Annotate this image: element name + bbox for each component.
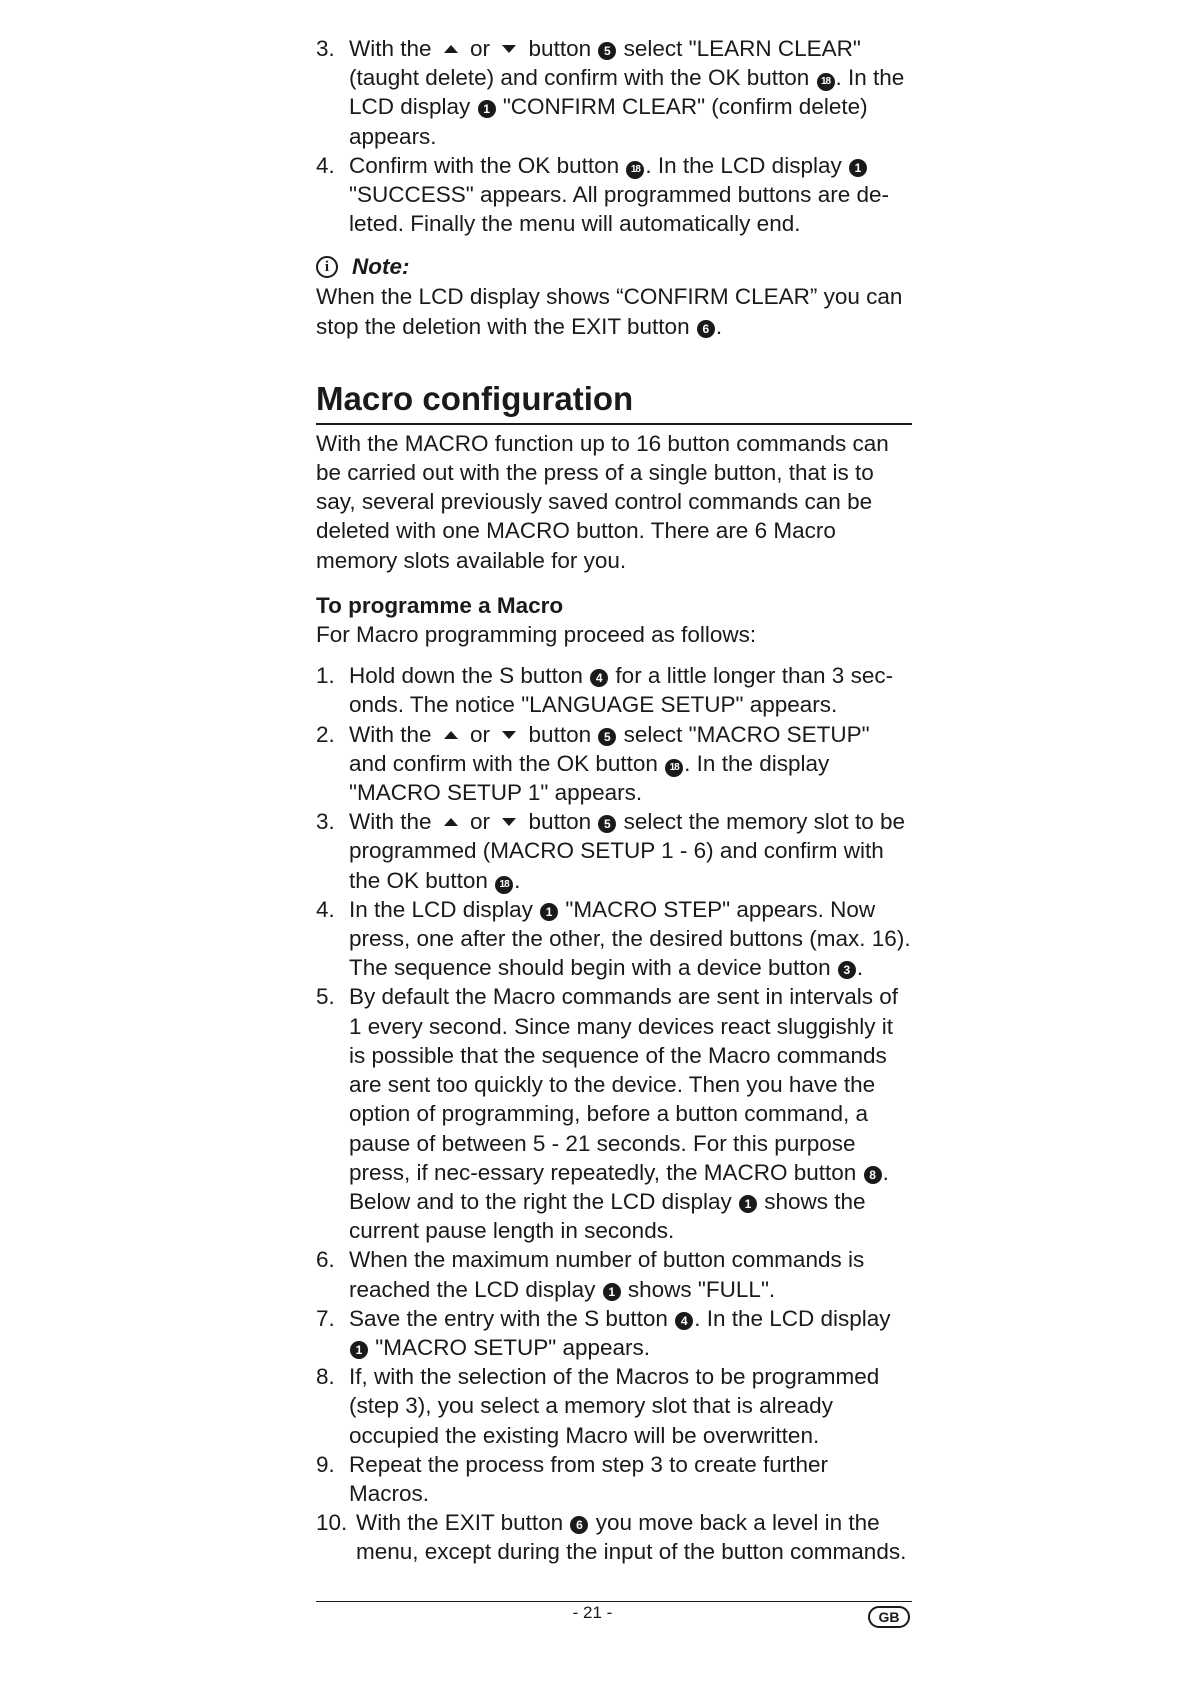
list-item <box>316 151 912 239</box>
button-ref-badge: 1 <box>350 1341 368 1359</box>
step-text: With the <box>349 721 438 747</box>
arrow-down-icon <box>502 731 516 739</box>
lead-text: For Macro programming proceed as follows: <box>316 622 757 648</box>
step-text: "MACRO STEP" appears. Now press, one after the other, the desired buttons (max. 16). The sequence should begin with a device button <box>349 896 911 981</box>
step-text: . In the LCD display <box>694 1305 891 1331</box>
button-ref-badge: 18 <box>495 876 513 894</box>
button-ref-badge: 6 <box>570 1516 588 1534</box>
step-text: button <box>522 721 598 747</box>
arrow-up-icon <box>444 818 458 826</box>
step-text: Repeat the process from step 3 to create further Macros. <box>349 1451 828 1506</box>
step-number: 10. <box>316 1510 348 1536</box>
button-ref-badge: 18 <box>817 73 835 91</box>
page-number: - 21 - <box>572 1603 613 1622</box>
button-ref-badge: 5 <box>598 728 616 746</box>
step-text: "SUCCESS" appears. All programmed buttons are de-leted. Finally the menu will automatically end. <box>349 182 889 237</box>
step-text: . In the LCD display <box>645 152 848 178</box>
step-number: 7. <box>316 1305 335 1331</box>
step-text: In the LCD display <box>349 896 540 922</box>
button-ref-badge: 1 <box>603 1283 621 1301</box>
step-text: or <box>463 721 497 747</box>
step-text: select "MACRO SETUP" and confirm with the OK button <box>349 721 870 776</box>
step-number: 5. <box>316 984 335 1010</box>
step-number: 8. <box>316 1364 335 1390</box>
step-text: "MACRO SETUP" appears. <box>369 1334 651 1360</box>
step-text: When the maximum number of button commands is reached the LCD display <box>349 1247 865 1302</box>
button-ref-badge: 4 <box>590 669 608 687</box>
step-text: Hold down the S button <box>349 663 590 689</box>
button-ref-badge: 18 <box>626 161 644 179</box>
button-ref-badge: 18 <box>665 759 683 777</box>
section-intro: With the MACRO function up to 16 button commands can be carried out with the press of a single button, that is to say, several previously saved control commands can be deleted with one MACRO button. There are 6 Macro memory slots available for you. <box>316 430 889 573</box>
step-text: you move back a level in the menu, except during the input of the button commands. <box>356 1510 907 1565</box>
button-ref-badge: 6 <box>697 320 715 338</box>
step-text: By default the Macro commands are sent in intervals of 1 every second. Since many devices react sluggishly it is possible that the sequence of the Macro commands are sent too quickly to the device. Then you have the option of programming, before a button command, a pause of between 5 - 21 seconds. For this purpose press, if nec-essary repeatedly, the MACRO button <box>349 984 899 1185</box>
step-text: . <box>856 955 864 981</box>
button-ref-badge: 5 <box>598 42 616 60</box>
list-item <box>316 1362 912 1450</box>
step-text: shows "FULL". <box>621 1276 776 1302</box>
step-text: If, with the selection of the Macros to be programmed (step 3), you select a memory slot that is already occupied the existing Macro will be overwritten. <box>349 1364 880 1448</box>
list-item <box>316 807 912 895</box>
step-text: or <box>463 36 497 61</box>
button-ref-badge: 5 <box>598 815 616 833</box>
arrow-down-icon <box>502 45 516 53</box>
list-item <box>316 34 912 151</box>
button-ref-badge: 3 <box>838 961 856 979</box>
arrow-up-icon <box>444 45 458 53</box>
step-number: 2. <box>316 721 335 747</box>
step-text: With the EXIT button <box>356 1510 570 1536</box>
step-number: 1. <box>316 663 335 689</box>
arrow-down-icon <box>502 818 516 826</box>
info-icon: i <box>316 256 338 278</box>
list-item <box>316 982 912 1245</box>
subheading: To programme a Macro <box>316 592 564 618</box>
button-ref-badge: 1 <box>849 159 867 177</box>
step-text: select "LEARN CLEAR" (taught delete) and confirm with the OK button <box>349 36 861 91</box>
step-text: select the memory slot to be programmed (MACRO SETUP 1 - 6) and confirm with the OK button <box>349 809 905 893</box>
country-badge: GB <box>868 1606 910 1628</box>
arrow-up-icon <box>444 731 458 739</box>
steps-list-top <box>316 34 912 238</box>
note-title: Note: <box>352 254 410 280</box>
button-ref-badge: 1 <box>540 903 558 921</box>
list-item <box>316 895 912 983</box>
step-text: . Below and to the right the LCD display <box>349 1159 889 1214</box>
note-header <box>316 252 912 282</box>
step-text: Save the entry with the S button <box>349 1305 675 1331</box>
list-item <box>316 1450 912 1508</box>
list-item <box>316 720 912 808</box>
step-text: button <box>522 809 598 835</box>
step-number: 3. <box>316 36 335 61</box>
step-text: "CONFIRM CLEAR" (confirm delete) appears. <box>349 94 868 149</box>
list-item <box>316 661 912 719</box>
button-ref-badge: 4 <box>675 1312 693 1330</box>
step-text: With the <box>349 36 438 61</box>
step-number: 3. <box>316 809 335 835</box>
step-text: shows the current pause length in seconds. <box>349 1188 866 1244</box>
step-text: . In the LCD display <box>349 65 905 120</box>
note-text: When the LCD display shows “CONFIRM CLEAR” you can stop the deletion with the EXIT button 6 . <box>316 284 903 339</box>
page-content <box>316 34 912 1567</box>
steps-list-macro <box>316 661 912 1566</box>
step-number: 4. <box>316 896 335 922</box>
step-number: 4. <box>316 152 335 178</box>
step-number: 6. <box>316 1247 335 1273</box>
list-item <box>316 1304 912 1362</box>
step-number: 9. <box>316 1451 335 1477</box>
list-item <box>316 1245 912 1303</box>
step-text: button <box>522 36 598 61</box>
list-item <box>316 1508 912 1566</box>
step-text: for a little longer than 3 sec-onds. The notice "LANGUAGE SETUP" appears. <box>349 663 894 718</box>
step-text: Confirm with the OK button <box>349 152 626 178</box>
step-text: With the <box>349 809 438 835</box>
button-ref-badge: 1 <box>478 100 496 118</box>
step-text: . <box>514 867 521 893</box>
button-ref-badge: 8 <box>864 1166 882 1184</box>
button-ref-badge: 1 <box>739 1195 757 1213</box>
step-text: or <box>463 809 497 835</box>
section-title: Macro configuration <box>316 379 912 425</box>
step-text: . In the display "MACRO SETUP 1" appears. <box>349 750 830 806</box>
